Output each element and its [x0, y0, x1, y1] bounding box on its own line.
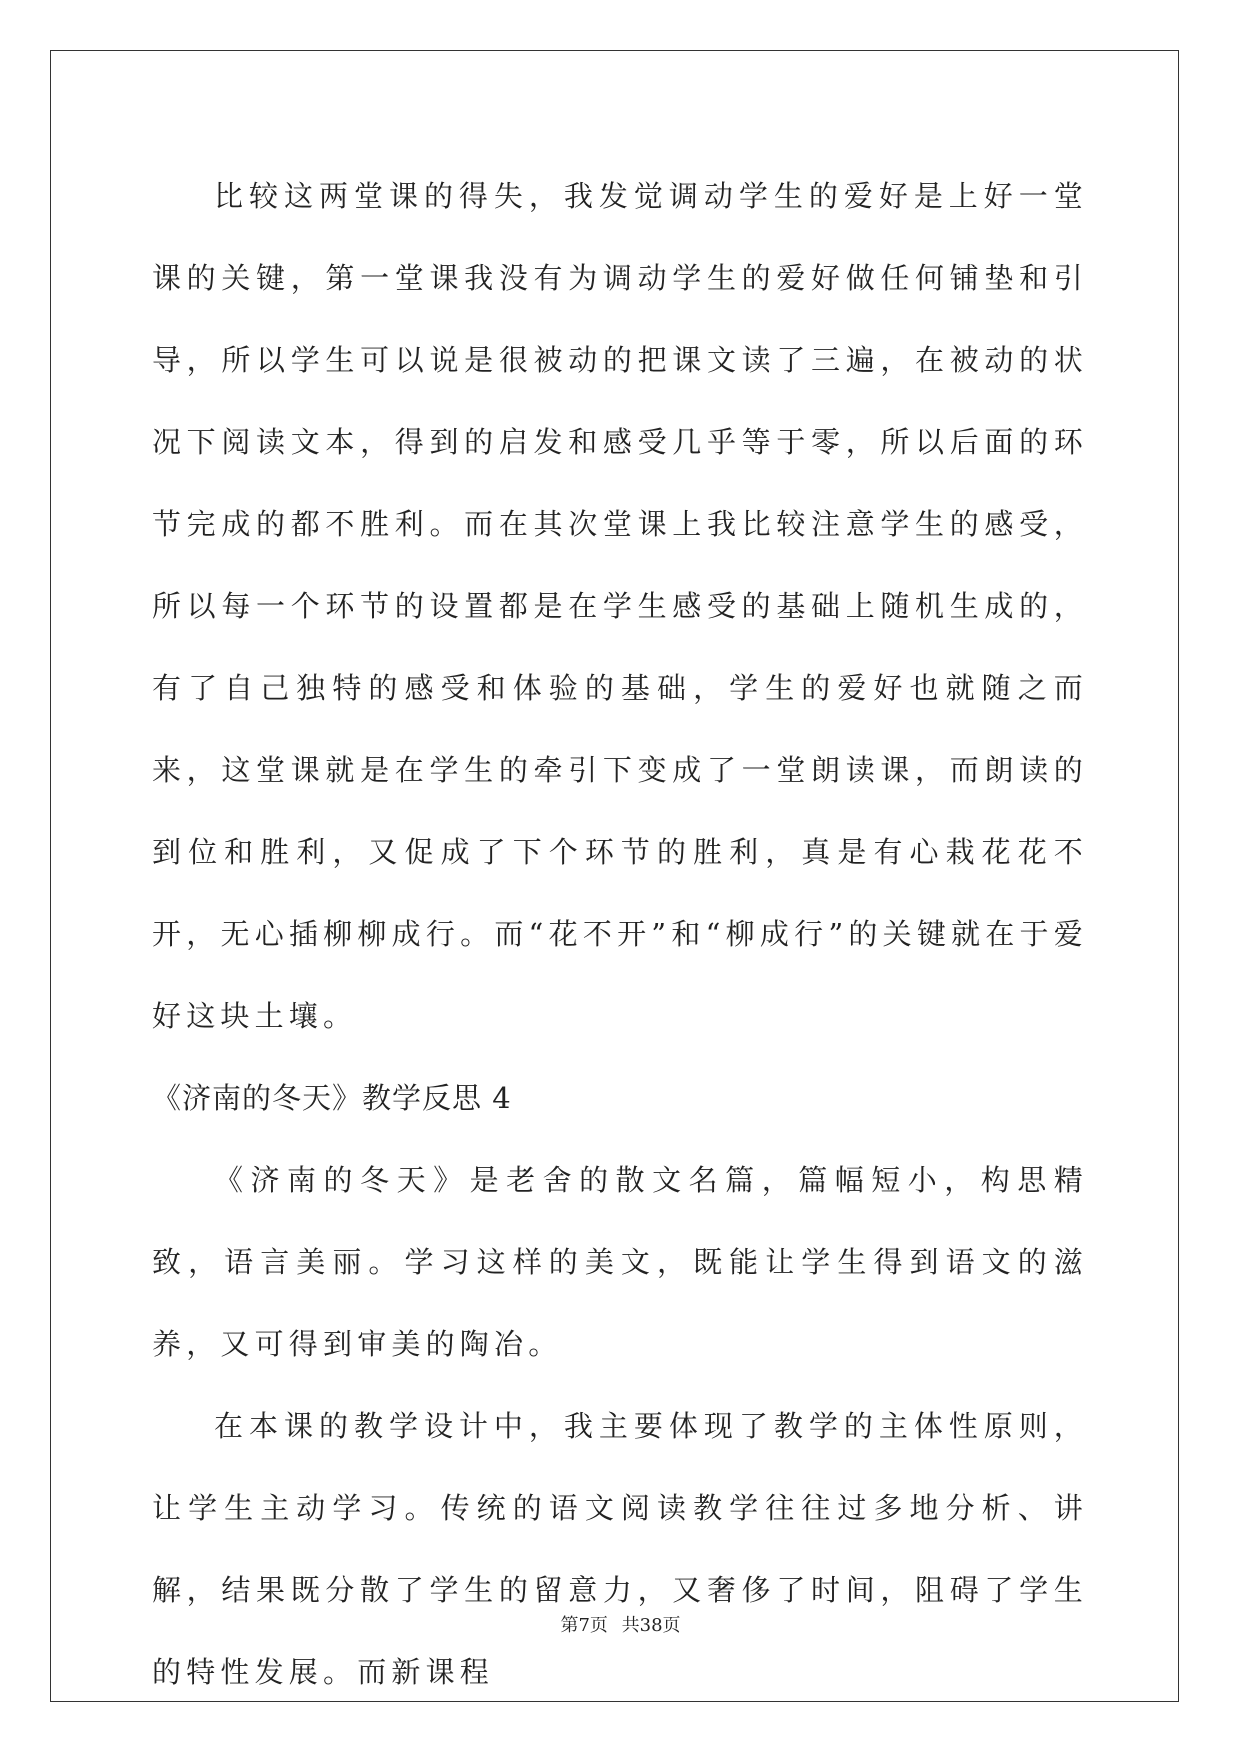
section-heading: 《济南的冬天》教学反思 4 [152, 1081, 512, 1115]
document-body [152, 155, 1088, 1713]
page-footer [0, 1611, 1241, 1637]
paragraph: 比较这两堂课的得失，我发觉调动学生的爱好是上好一堂课的关键，第一堂课我没有为调动学生的爱好做任何铺垫和引导，所以学生可以说是很被动的把课文读了三遍，在被动的状况下阅读文本，得到的启发和感受几乎等于零，所以后面的环节完成的都不胜利。而在其次堂课上我比较注意学生的感受，所以每一个环节的设置都是在学生感受的基础上随机生成的，有了自己独特的感受和体验的基础，学生的爱好也就随之而来，这堂课就是在学生的牵引下变成了一堂朗读课，而朗读的到位和胜利，又促成了下个环节的胜利，真是有心栽花花不开，无心插柳柳成行。而“花不开”和“柳成行”的关键就在于爱好这块土壤。 [152, 179, 1088, 1033]
page-number: 第7页 [560, 1615, 608, 1636]
paragraph: 在本课的教学设计中，我主要体现了教学的主体性原则，让学生主动学习。传统的语文阅读教学往往过多地分析、讲解，结果既分散了学生的留意力，又奢侈了时间，阻碍了学生的特性发展。而新课程 [152, 1409, 1088, 1689]
page-total: 共38页 [621, 1615, 681, 1636]
paragraph: 《济南的冬天》是老舍的散文名篇，篇幅短小，构思精致，语言美丽。学习这样的美文，既能让学生得到语文的滋养，又可得到审美的陶冶。 [152, 1163, 1088, 1361]
